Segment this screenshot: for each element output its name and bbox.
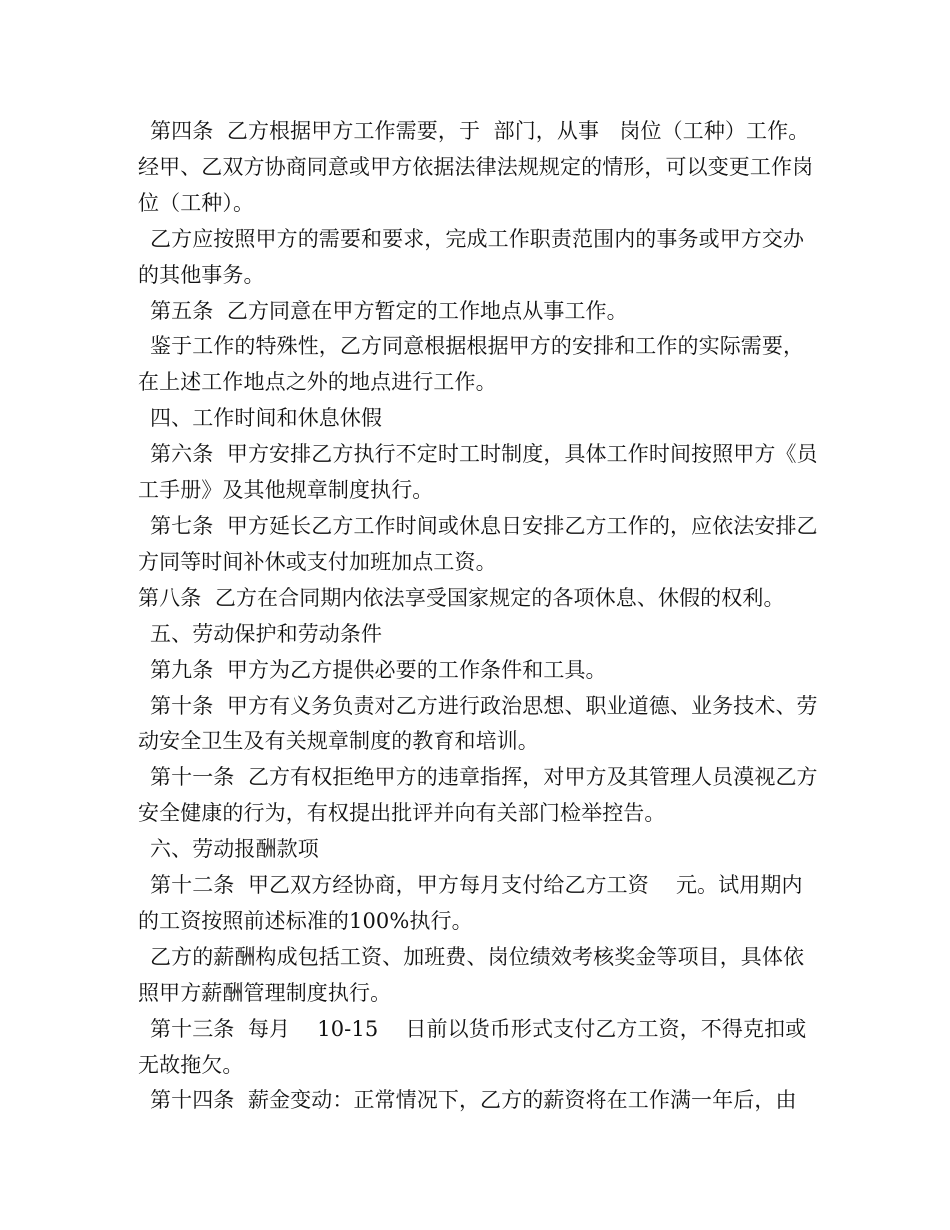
paragraph-article-8: 第八条 乙方在合同期内依法享受国家规定的各项休息、休假的权利。 — [138, 585, 785, 610]
section-heading-working-hours: 四、工作时间和休息休假 — [150, 406, 383, 431]
paragraph-article-11: 第十一条 乙方有权拒绝甲方的违章指挥，对甲方及其管理人员漠视乙方安全健康的行为，有权提出批评并向有关部门检举控告。 — [138, 765, 818, 826]
paragraph-article-12-composition: 乙方的薪酬构成包括工资、加班费、岗位绩效考核奖金等项目，具体依照甲方薪酬管理制度执行。 — [138, 944, 805, 1005]
paragraph-article-4-duties: 乙方应按照甲方的需要和要求，完成工作职责范围内的事务或甲方交办的其他事务。 — [138, 226, 805, 287]
paragraph-article-13: 第十三条 每月 10-15 日前以货币形式支付乙方工资，不得克扣或无故拖欠。 — [138, 1016, 807, 1077]
paragraph-article-9: 第九条 甲方为乙方提供必要的工作条件和工具。 — [150, 657, 607, 682]
paragraph-article-12: 第十二条 甲乙双方经协商，甲方每月支付给乙方工资 元。试用期内的工资按照前述标准的100%执行。 — [138, 873, 803, 933]
paragraph-article-5-location: 鉴于工作的特殊性，乙方同意根据根据甲方的安排和工作的实际需要，在上述工作地点之外的地点进行工作。 — [138, 334, 805, 395]
section-heading-labor-protection: 五、劳动保护和劳动条件 — [150, 621, 383, 646]
paragraph-article-10: 第十条 甲方有义务负责对乙方进行政治思想、职业道德、业务技术、劳动安全卫生及有关规章制度的教育和培训。 — [138, 693, 818, 754]
paragraph-article-5: 第五条 乙方同意在甲方暂定的工作地点从事工作。 — [150, 298, 628, 323]
paragraph-article-14: 第十四条 薪金变动：正常情况下，乙方的薪资将在工作满一年后，由 — [150, 1088, 797, 1113]
paragraph-article-6: 第六条 甲方安排乙方执行不定时工时制度，具体工作时间按照甲方《员工手册》及其他规章制度执行。 — [138, 442, 818, 503]
document-body — [138, 114, 818, 1119]
section-heading-remuneration: 六、劳动报酬款项 — [150, 837, 319, 862]
paragraph-article-4: 第四条 乙方根据甲方工作需要，于 部门，从事 岗位（工种）工作。经甲、乙双方协商同意或甲方依据法律法规规定的情形，可以变更工作岗位（工种）。 — [138, 119, 814, 215]
paragraph-article-7: 第七条 甲方延长乙方工作时间或休息日安排乙方工作的，应依法安排乙方同等时间补休或支付加班加点工资。 — [138, 513, 818, 574]
